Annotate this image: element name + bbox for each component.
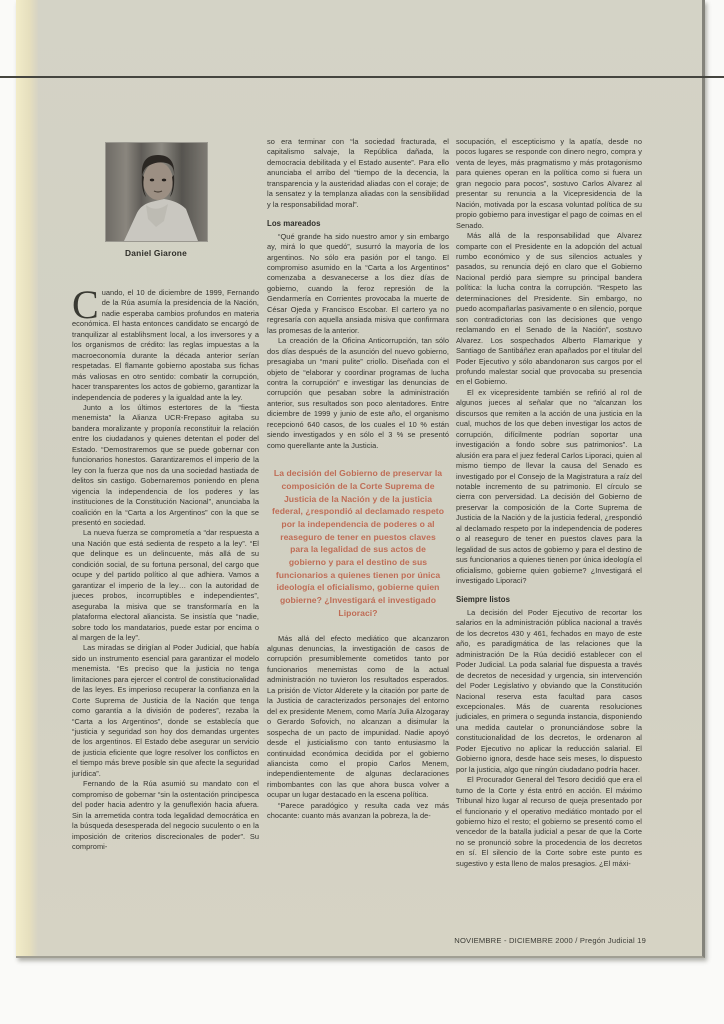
paragraph: Junto a los últimos estertores de la “fiesta menemista” la Alianza UCR-Frepaso agitaba su bandera moralizante y proponía reconstituir la relación entre los ciudadanos y quienes detentan el poder del Estado. “Demostraremos que se puede gobernar con funcionarios honestos. Garantizaremos el imperio de la ley con la fuerza que nos da una sociedad hastiada de delitos sin castigo. Gobernaremos poniendo en plena vigencia la independencia de los poderes y las instituciones de la Constitución Nacional”, anunciaba la coalición en la “Carta a los Argentinos” con la que se presentó en sociedad. (72, 402, 259, 527)
article-column-1 (72, 282, 259, 852)
photo-caption: Daniel Giarone (125, 248, 187, 258)
paragraph: El ex vicepresidente también se refirió al rol de algunos jueces al señalar que no “alcanzan los discursos que remiten a la acción de una justicia en la cual, muchos de los que deben investigar los actos de corrupción, difícilmente podrían soportar una investigación a fondo sobre sus patrimonios”. La alusión era para el juez federal Carlos Liporaci, quien al mismo tiempo de llevar la causa del Senado es investigado por el Consejo de la Magistratura a raíz del notable incremento de su patrimonio. El círculo se cierra con perversidad. La decisión del Gobierno de preservar la composición de la Corte Suprema de Justicia de la Nación y de la justicia federal, ¿respondió al declamado respeto por la independencia de poderes o al reaseguro de tener en puestos claves para la legalidad de sus actos de gobierno y para el destino de sus funcionarios a quienes tienen por única ideología el oficialismo, gobierne quien gobierne? ¿Investigará el investigado Liporaci? (456, 387, 642, 586)
section-heading-los-mareados: Los mareados (267, 219, 321, 229)
portrait-illustration (106, 143, 207, 241)
article-column-2 (267, 137, 449, 822)
paragraph: Más allá del efecto mediático que alcanzaron algunas denuncias, la investigación de casos de corrupción presumiblemente cometidos tanto por funcionarios menemistas como de la actual administración no tuvieron los resultados esperados. La prisión de Víctor Alderete y la citación por parte de la Justicia de caracterizados personajes del entorno del ex presidente Menem, como María Julia Alzogaray o Gerardo Sofovich, no alcanzan a disimular la sospecha de un pacto de impunidad. Nadie apoyó desde el justicialismo con tanto entusiasmo la continuidad económica decidida por el gobierno aliancista como el propio Carlos Menem, independientemente de algunas declaraciones rimbombantes con las que ahora busca volver a ocupar un lugar destacado en la escena política. (267, 633, 449, 800)
paragraph: Más allá de la responsabilidad que Alvarez comparte con el Presidente en la adopción del actual rumbo económico y de sus silencios actuales y pasados, su renuncia dejó en claro que el Gobierno Nacional perdió para siempre su principal bandera política: la lucha contra la corrupción. “Respeto las determinaciones del Presidente. Sin embargo, no puedo acompañarlas pasivamente o en silencio, porque son contradictorias con las decisiones que vengo reclamando en el Senado de la Nación”, sostuvo Alvarez. Los sospechados Alberto Flamarique y Santiago de Santibáñez eran apañados por el titular del Poder Ejecutivo y sólo abandonaron sus cargos por el profundo malestar social que provocaba su presencia en el Gobierno. (456, 231, 642, 387)
paragraph: so era terminar con “la sociedad fracturada, el capitalismo salvaje, la República dañada, la democracia debilitada y el Estado ausente”. Para ello anunciaba el arribo del “tiempo de la decencia, la transparencia y la austeridad aliadas con el coraje; de la sensatez y la templanza aliadas con la sensibilidad y la responsabilidad moral”. (267, 137, 449, 209)
paragraph: “Qué grande ha sido nuestro amor y sin embargo ay, mirá lo que quedó”, susurró la mayoría de los argentinos. No sólo era pasión por el tango. El compromiso asumido en la “Carta a los Argentinos” comenzaba a desvanecerse a los diez días de gobierno, cuando la feroz represión de la Gendarmería en Corrientes provocaba la muerte de César Ojeda y Francisco Escobar. El cartero ya no regresaría con aquella ansiada misiva que confirmara las promesas de la anterior. (267, 231, 449, 335)
pull-quote: La decisión del Gobierno de preservar la composición de la Corte Suprema de Justicia de la Nación y de la justicia federal, ¿respondió al declamado respeto por la independencia de poderes o al reaseguro de tener en puestos claves para la legalidad de sus actos de gobierno y para el destino de sus funcionarios a quienes tienen por única ideología el oficialismo, gobierne quien gobierne? ¿Investigará el investigado Liporaci? (271, 468, 444, 618)
paragraph: La creación de la Oficina Anticorrupción, tan sólo dos días después de la asunción del nuevo gobierno, presagiaba un “mani pulite” criollo. Diseñada con el objeto de “elaborar y coordinar programas de lucha contra la corrupción” e investigar las denuncias de corrupción que pesaban sobre la administración anterior, sus resultados son poco alentadores. Entre diciembre de 1999 y junio de este año, el organismo recepcionó 640 casos, de los cuales el 10 % están siendo investigados y en sólo el 3 % se presentó como querellante ante la Justicia. (267, 336, 449, 450)
page-footer: NOVIEMBRE - DICIEMBRE 2000 / Pregón Judicial 19 (454, 936, 646, 945)
paragraph: El Procurador General del Tesoro decidió que era el turno de la Corte y ésta entró en acción. El máximo Tribunal hizo lugar al recurso de queja presentado por el funcionario y el operativo mediático montado por el gobierno hizo el resto; el gobierno se presentó como el vencedor de la batalla judicial a pesar de que la Corte no se pronunció sobre la procedencia de los decretos en sí. El silencio de la Corte sobre este punto es sugestivo y esta lleno de malos presagios. ¿El máxi- (456, 775, 642, 868)
article-column-3 (456, 137, 642, 869)
paragraph: “Parece paradógico y resulta cada vez más chocante: cuanto más avanzan la pobreza, la de- (267, 800, 449, 821)
paragraph: La decisión del Poder Ejecutivo de recortar los salarios en la administración pública nacional a través de los decretos 430 y 461, fechados en mayo de este año, es paradigmática de las relaciones que la administración De la Rúa decidió establecer con el Poder Judicial. La poda salarial fue dispuesta a través de decretos de necesidad y urgencia, sin intervención del Poder Legislativo y obviando que la Constitución Nacional reserva esta facultad para casos excepcionales. Más de cuarenta resoluciones judiciales, en primera o segunda instancia, disponiendo una medida cautelar o pronunciándose sobre la constitucionalidad de los decretos, le ordenaron al Poder Ejecutivo no aplicar la reducción salarial. El Gobierno ignora, desde hace seis meses, lo dispuesto por la justicia, algo que ningún ciudadano podría hacer. (456, 607, 642, 774)
paragraph: Las miradas se dirigían al Poder Judicial, que había sido un instrumento esencial para garantizar el modelo menemista. “Es preciso que la justicia no tenga limitaciones para ejercer el control de constitucionalidad de las leyes. Es imperioso recuperar la confianza en la Corte Suprema de Justicia de la Nación que tenga como garantía a la división de poderes”, rezaba la “Carta a los Argentinos”, donde se establecía que “justicia y seguridad son hoy dos demandas urgentes de los argentinos. El Estado debe asegurar un servicio de justicia eficiente que logre resolver los conflictos en el tiempo más breve posible sin que afecte la seguridad jurídica”. (72, 643, 259, 778)
drop-cap: C (72, 282, 99, 327)
horizontal-rule (0, 76, 724, 78)
paragraph (72, 282, 259, 403)
paragraph: La nueva fuerza se comprometía a “dar respuesta a una Nación que está sedienta de respeto a la ley”. “El que delinque es un delincuente, más allá de su condición social, de su fortuna personal, del cargo que ocupe y del partido político al que adhiera. Vamos a garantizar el imperio de la ley… con la autoridad de jueces probos, incorruptibles e independientes”, aseguraba la misiva que se transformaría en la plataforma electoral aliancista. Se insistía que “nadie, sobre todo los mandatarios, puede estar por encima o al margen de la ley”. (72, 528, 259, 642)
page-binding-edge (16, 0, 38, 956)
paragraph: socupación, el escepticismo y la apatía, desde no pocos lugares se responde con dinero negro, compra y venta de leyes, más pragmatismo y más protagonismo para quienes operan en la política como si fuera un gran negocio para pocos”, sostuvo Carlos Alvarez al presentar su renuncia a la Vicepresidencia de la Nación, motivada por la escasa voluntad política de su propio gobierno para investigar el pago de coimas en el Senado. (456, 137, 642, 230)
paragraph-text: uando, el 10 de diciembre de 1999, Fernando de la Rúa asumía la presidencia de la Nación, nadie esperaba cambios profundos en materia económica. El hasta entonces candidato se encargó de tranquilizar al establihsment local, a los inversores y a los organismos de crédito: las reglas impuestas a la macroeconomía durante la década anterior serían respetadas. El flamante gobierno apostaba sus fichas más valiosas en otro sentido: combatir la corrupción, hacer transparentes los actos de gobierno, garantizar la independencia de poderes y la igualdad ante la ley. (72, 288, 259, 402)
author-portrait-photo (106, 143, 207, 241)
paragraph: Fernando de la Rúa asumió su mandato con el compromiso de gobernar “sin la ostentación principesca del poder hacia adentro y la genuflexión hacia afuera. Sin la arremetida contra toda legalidad democrática en la búsqueda desesperada del negocio suculento o en la imposición de criterios discrecionales de poder”. Su compromi- (72, 779, 259, 852)
section-heading-siempre-listos: Siempre listos (456, 595, 510, 605)
